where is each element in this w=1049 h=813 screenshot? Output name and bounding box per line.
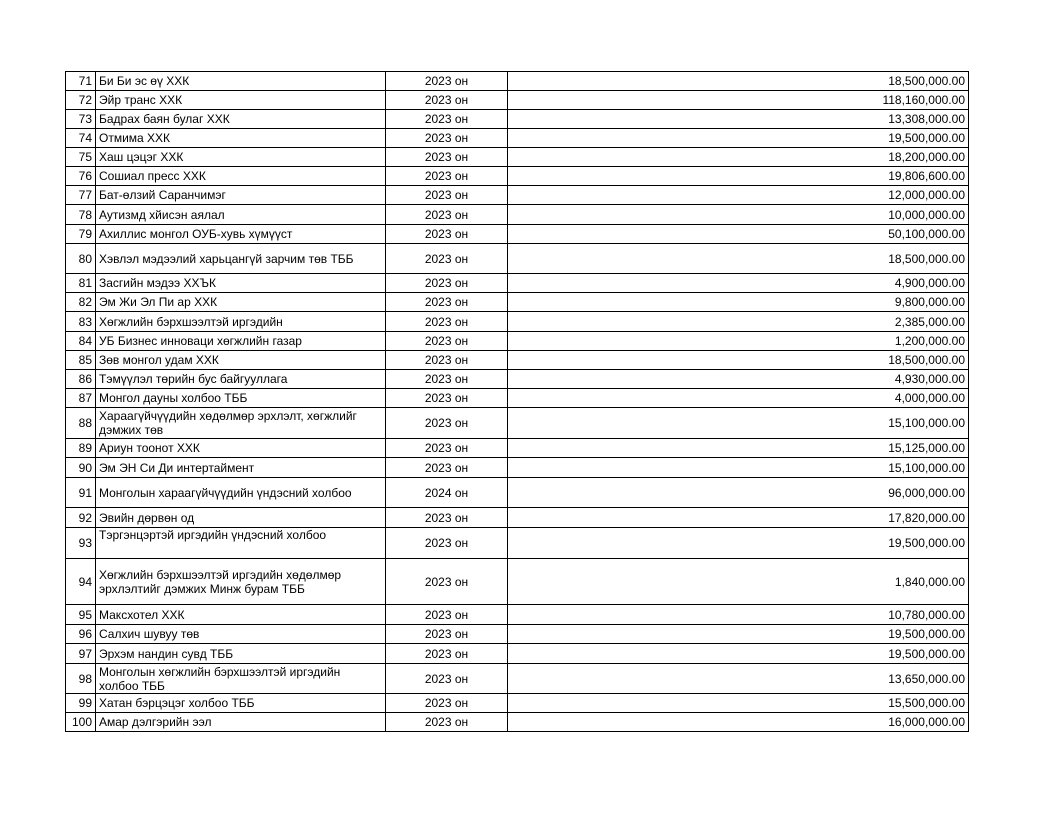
table-row <box>66 148 969 167</box>
organization-name: Хэвлэл мэдээлий харьцангүй зарчим төв ТББ <box>96 244 386 274</box>
year-cell: 2023 он <box>386 351 508 370</box>
organization-name: Ариун тоонот ХХК <box>96 439 386 458</box>
organization-name: Хараагүйчүүдийн хөдөлмөр эрхлэлт, хөгжлийг дэмжих төв <box>96 408 386 439</box>
amount-cell: 17,820,000.00 <box>508 508 969 528</box>
year-cell: 2023 он <box>386 644 508 664</box>
amount-cell: 15,500,000.00 <box>508 694 969 713</box>
year-cell: 2023 он <box>386 129 508 148</box>
table-row <box>66 694 969 713</box>
row-number: 98 <box>66 664 96 694</box>
table-row <box>66 559 969 605</box>
year-cell: 2023 он <box>386 458 508 478</box>
year-cell: 2023 он <box>386 167 508 186</box>
table-row <box>66 129 969 148</box>
year-cell: 2023 он <box>386 293 508 312</box>
organization-name: Хаш цэцэг ХХК <box>96 148 386 167</box>
row-number: 75 <box>66 148 96 167</box>
table-row <box>66 370 969 389</box>
amount-cell: 18,200,000.00 <box>508 148 969 167</box>
year-cell: 2023 он <box>386 370 508 389</box>
year-cell: 2023 он <box>386 605 508 625</box>
row-number: 86 <box>66 370 96 389</box>
grant-table-body <box>66 72 969 732</box>
row-number: 85 <box>66 351 96 370</box>
row-number: 84 <box>66 332 96 351</box>
organization-name: Аутизмд хйисэн аялал <box>96 205 386 225</box>
organization-name: Амар дэлгэрийн ээл <box>96 713 386 732</box>
row-number: 81 <box>66 274 96 293</box>
table-row <box>66 205 969 225</box>
row-number: 73 <box>66 110 96 129</box>
row-number: 99 <box>66 694 96 713</box>
table-row <box>66 312 969 332</box>
year-cell: 2023 он <box>386 312 508 332</box>
row-number: 72 <box>66 91 96 110</box>
amount-cell: 19,500,000.00 <box>508 528 969 559</box>
year-cell: 2023 он <box>386 274 508 293</box>
table-row <box>66 605 969 625</box>
year-cell: 2023 он <box>386 91 508 110</box>
table-row <box>66 508 969 528</box>
year-cell: 2024 он <box>386 478 508 508</box>
grant-table <box>65 71 969 732</box>
amount-cell: 1,840,000.00 <box>508 559 969 605</box>
organization-name: Би Би эс өү ХХК <box>96 72 386 91</box>
amount-cell: 4,900,000.00 <box>508 274 969 293</box>
table-row <box>66 664 969 694</box>
row-number: 82 <box>66 293 96 312</box>
row-number: 94 <box>66 559 96 605</box>
year-cell: 2023 он <box>386 625 508 644</box>
year-cell: 2023 он <box>386 559 508 605</box>
organization-name: Бат-өлзий Саранчимэг <box>96 186 386 205</box>
amount-cell: 10,000,000.00 <box>508 205 969 225</box>
organization-name: Хөгжлийн бэрхшээлтэй иргэдийн <box>96 312 386 332</box>
year-cell: 2023 он <box>386 664 508 694</box>
table-row <box>66 439 969 458</box>
organization-name: Монгол дауны холбоо ТББ <box>96 389 386 408</box>
amount-cell: 2,385,000.00 <box>508 312 969 332</box>
amount-cell: 15,125,000.00 <box>508 439 969 458</box>
table-row <box>66 351 969 370</box>
row-number: 88 <box>66 408 96 439</box>
organization-name: Бадрах баян булаг ХХК <box>96 110 386 129</box>
organization-name: Эвийн дөрвөн од <box>96 508 386 528</box>
year-cell: 2023 он <box>386 148 508 167</box>
table-row <box>66 458 969 478</box>
table-row <box>66 91 969 110</box>
row-number: 83 <box>66 312 96 332</box>
organization-name: Тэргэнцэртэй иргэдийн үндэсний холбоо <box>96 528 386 559</box>
table-row <box>66 528 969 559</box>
row-number: 74 <box>66 129 96 148</box>
year-cell: 2023 он <box>386 186 508 205</box>
row-number: 96 <box>66 625 96 644</box>
organization-name: Тэмүүлэл төрийн бус байгууллага <box>96 370 386 389</box>
amount-cell: 18,500,000.00 <box>508 244 969 274</box>
organization-name: Отмима ХХК <box>96 129 386 148</box>
year-cell: 2023 он <box>386 439 508 458</box>
row-number: 90 <box>66 458 96 478</box>
row-number: 87 <box>66 389 96 408</box>
year-cell: 2023 он <box>386 713 508 732</box>
organization-name: Эм ЭН Си Ди интертаймент <box>96 458 386 478</box>
amount-cell: 96,000,000.00 <box>508 478 969 508</box>
year-cell: 2023 он <box>386 72 508 91</box>
table-row <box>66 225 969 244</box>
row-number: 89 <box>66 439 96 458</box>
organization-name: Максхотел ХХК <box>96 605 386 625</box>
organization-name: Зөв монгол удам ХХК <box>96 351 386 370</box>
row-number: 79 <box>66 225 96 244</box>
row-number: 92 <box>66 508 96 528</box>
organization-name: Эм Жи Эл Пи ар ХХК <box>96 293 386 312</box>
amount-cell: 1,200,000.00 <box>508 332 969 351</box>
organization-name: Хатан бэрцэцэг холбоо ТББ <box>96 694 386 713</box>
year-cell: 2023 он <box>386 389 508 408</box>
row-number: 71 <box>66 72 96 91</box>
row-number: 95 <box>66 605 96 625</box>
amount-cell: 9,800,000.00 <box>508 293 969 312</box>
year-cell: 2023 он <box>386 225 508 244</box>
table-row <box>66 186 969 205</box>
amount-cell: 15,100,000.00 <box>508 458 969 478</box>
table-row <box>66 713 969 732</box>
year-cell: 2023 он <box>386 694 508 713</box>
organization-name: Эйр транс ХХК <box>96 91 386 110</box>
amount-cell: 118,160,000.00 <box>508 91 969 110</box>
amount-cell: 50,100,000.00 <box>508 225 969 244</box>
table-row <box>66 293 969 312</box>
table-row <box>66 110 969 129</box>
amount-cell: 12,000,000.00 <box>508 186 969 205</box>
row-number: 80 <box>66 244 96 274</box>
organization-name: Засгийн мэдээ ХХЪК <box>96 274 386 293</box>
row-number: 76 <box>66 167 96 186</box>
row-number: 97 <box>66 644 96 664</box>
amount-cell: 16,000,000.00 <box>508 713 969 732</box>
amount-cell: 13,308,000.00 <box>508 110 969 129</box>
row-number: 77 <box>66 186 96 205</box>
table-row <box>66 625 969 644</box>
organization-name: УБ Бизнес инноваци хөгжлийн газар <box>96 332 386 351</box>
year-cell: 2023 он <box>386 408 508 439</box>
table-row <box>66 167 969 186</box>
year-cell: 2023 он <box>386 332 508 351</box>
table-row <box>66 274 969 293</box>
organization-name: Монголын хөгжлийн бэрхшээлтэй иргэдийн холбоо ТББ <box>96 664 386 694</box>
year-cell: 2023 он <box>386 205 508 225</box>
table-row <box>66 332 969 351</box>
organization-name: Эрхэм нандин сувд ТББ <box>96 644 386 664</box>
amount-cell: 15,100,000.00 <box>508 408 969 439</box>
organization-name: Салхич шувуу төв <box>96 625 386 644</box>
organization-name: Хөгжлийн бэрхшээлтэй иргэдийн хөдөлмөр эрхлэлтийг дэмжих Минж бурам ТББ <box>96 559 386 605</box>
amount-cell: 19,500,000.00 <box>508 129 969 148</box>
amount-cell: 4,000,000.00 <box>508 389 969 408</box>
amount-cell: 19,500,000.00 <box>508 625 969 644</box>
amount-cell: 13,650,000.00 <box>508 664 969 694</box>
row-number: 93 <box>66 528 96 559</box>
row-number: 100 <box>66 713 96 732</box>
amount-cell: 19,806,600.00 <box>508 167 969 186</box>
table-row <box>66 389 969 408</box>
amount-cell: 4,930,000.00 <box>508 370 969 389</box>
amount-cell: 19,500,000.00 <box>508 644 969 664</box>
table-row <box>66 244 969 274</box>
amount-cell: 18,500,000.00 <box>508 351 969 370</box>
organization-name: Монголын хараагүйчүүдийн үндэсний холбоо <box>96 478 386 508</box>
table-row <box>66 72 969 91</box>
amount-cell: 10,780,000.00 <box>508 605 969 625</box>
year-cell: 2023 он <box>386 508 508 528</box>
organization-name: Ахиллис монгол ОУБ-хувь хүмүүст <box>96 225 386 244</box>
row-number: 91 <box>66 478 96 508</box>
organization-name: Сошиал пресс ХХК <box>96 167 386 186</box>
amount-cell: 18,500,000.00 <box>508 72 969 91</box>
year-cell: 2023 он <box>386 528 508 559</box>
year-cell: 2023 он <box>386 244 508 274</box>
table-row <box>66 478 969 508</box>
year-cell: 2023 он <box>386 110 508 129</box>
table-row <box>66 644 969 664</box>
row-number: 78 <box>66 205 96 225</box>
table-row <box>66 408 969 439</box>
